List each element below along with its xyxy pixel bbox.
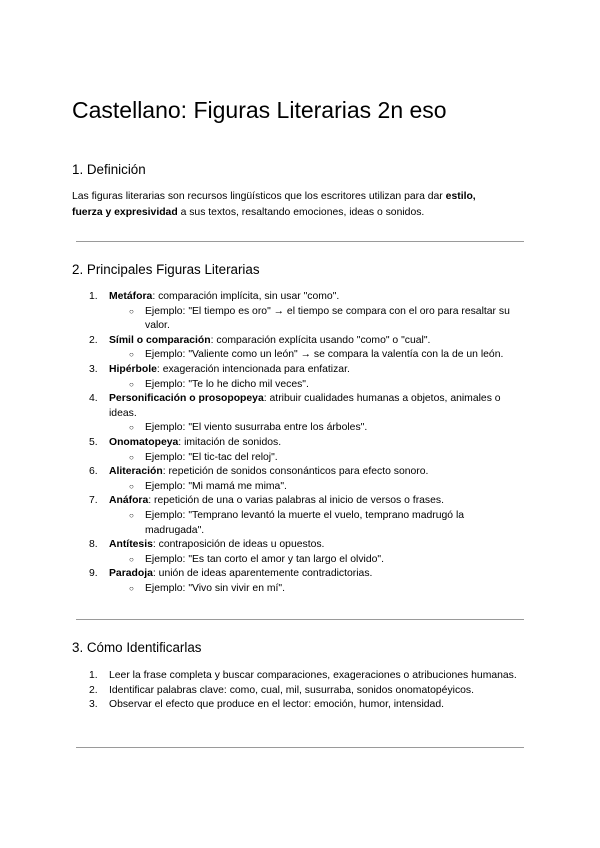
list-item [72,334,524,349]
list-item [72,538,524,553]
step-text: Leer la frase completa y buscar comparaciones, exageraciones o atribuciones humanas. [109,670,517,681]
definition-paragraph [72,189,512,221]
item-number: 1. [89,291,98,302]
example-text: Ejemplo: "Mi mamá me mima". [145,480,287,492]
section-divider [76,747,524,748]
figure-description: : comparación explícita usando "como" o "cual". [210,334,431,346]
item-number: 5. [89,436,98,448]
example-text: Ejemplo: "Valiente como un león" → se compara la valentía con la de un león. [145,349,504,361]
section-3-heading: 3. Cómo Identificarlas [72,640,202,655]
example-item [72,305,524,334]
definition-text-a: Las figuras literarias son recursos lingüísticos que los escritores utilizan para dar [72,191,446,202]
section-1-heading: 1. Definición [72,162,146,177]
item-number: 1. [89,670,98,681]
step-text: Identificar palabras clave: como, cual, mil, susurraba, sonidos onomatopéyicos. [109,684,475,696]
example-text: Ejemplo: "El tic-tac del reloj". [145,451,278,463]
figure-description: : unión de ideas aparentemente contradictorias. [152,568,373,580]
list-item [72,684,524,699]
example-item [72,421,524,436]
list-item [72,465,524,480]
step-text: Observar el efecto que produce en el lector: emoción, humor, intensidad. [109,699,445,711]
item-number: 7. [89,495,98,507]
example-text: Ejemplo: "Es tan corto el amor y tan largo el olvido". [145,553,384,565]
item-number: 2. [89,684,98,696]
example-text: Ejemplo: "El viento susurraba entre los árboles". [145,422,368,434]
circle-bullet-icon: ○ [129,306,134,316]
circle-bullet-icon: ○ [129,452,134,462]
figure-term: Antítesis [109,539,153,551]
example-item [72,348,524,363]
figure-term: Hipérbole [109,363,157,375]
definition-text-c: a sus textos, resaltando emociones, ideas o sonidos. [177,207,425,218]
list-item [72,567,524,582]
circle-bullet-icon: ○ [129,423,134,433]
steps-list [72,669,524,713]
item-number: 8. [89,539,98,551]
list-item [72,669,524,684]
example-item [72,480,524,495]
example-item [72,451,524,466]
section-2-heading: 2. Principales Figuras Literarias [72,262,260,277]
figure-description: : repetición de una o varias palabras al inicio de versos o frases. [148,495,444,507]
example-text: Ejemplo: "Vivo sin vivir en mí". [145,582,285,594]
definition-bold-1: estilo, [445,191,476,202]
example-item [72,582,524,597]
circle-bullet-icon: ○ [129,350,134,360]
figures-list [72,290,524,596]
figure-term: Onomatopeya [109,436,179,448]
item-number: 6. [89,466,98,478]
figure-description: : contraposición de ideas u opuestos. [152,539,325,551]
list-item [72,392,524,421]
circle-bullet-icon: ○ [129,554,134,564]
example-text: Ejemplo: "El tiempo es oro" → el tiempo se compara con el oro para resaltar su valor. [145,305,510,332]
circle-bullet-icon: ○ [129,583,134,593]
item-number: 2. [89,334,98,346]
item-number: 3. [89,363,98,375]
item-number: 3. [89,699,98,711]
section-divider [76,241,524,242]
item-number: 9. [89,568,98,580]
list-item [72,698,524,713]
figure-term: Aliteración [109,466,163,478]
circle-bullet-icon: ○ [129,481,134,491]
list-item [72,363,524,378]
figure-description: : atribuir cualidades humanas a objetos, animales o ideas. [109,393,501,419]
figure-term: Metáfora [109,291,153,302]
list-item [72,436,524,451]
section-divider [76,619,524,620]
example-item [72,553,524,568]
circle-bullet-icon: ○ [129,510,134,520]
figure-description: : repetición de sonidos consonánticos para efecto sonoro. [162,466,429,478]
circle-bullet-icon: ○ [129,379,134,389]
figure-term: Personificación o prosopopeya [109,393,264,405]
figure-term: Paradoja [109,568,153,580]
figure-description: : exageración intencionada para enfatizar. [156,363,350,375]
figure-term: Anáfora [109,495,149,507]
example-text: Ejemplo: "Te lo he dicho mil veces". [145,378,309,390]
document-title: Castellano: Figuras Literarias 2n eso [72,97,447,123]
definition-bold-2: fuerza y expresividad [72,207,178,218]
list-item [72,494,524,509]
example-text: Ejemplo: "Temprano levantó la muerte el vuelo, temprano madrugó la madrugada". [145,509,465,536]
figure-description: : comparación implícita, sin usar "como". [152,291,340,302]
figure-description: : imitación de sonidos. [178,436,282,448]
example-item [72,509,524,538]
figure-term: Símil o comparación [109,334,211,346]
list-item [72,290,524,305]
example-item [72,378,524,393]
item-number: 4. [89,393,98,405]
